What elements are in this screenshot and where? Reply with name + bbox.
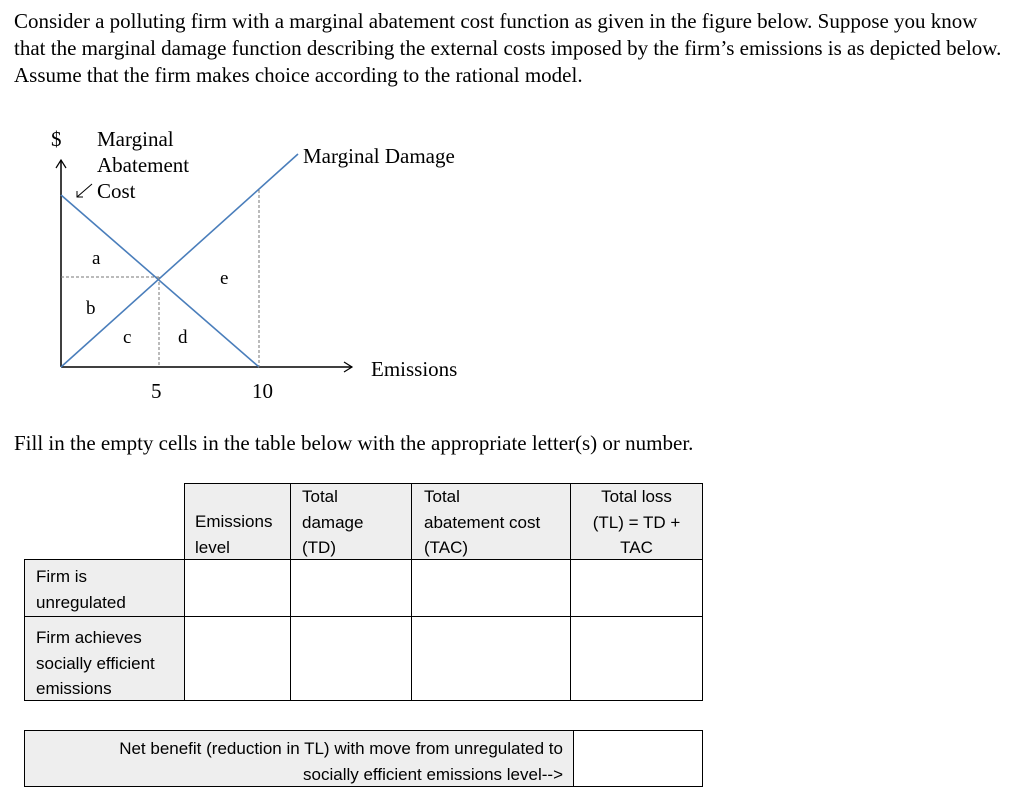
header-line: Total: [302, 487, 338, 506]
header-total-abatement-cost: [411, 483, 571, 560]
row-label-line: Firm is: [36, 567, 87, 586]
x-tick-5: 5: [151, 379, 162, 403]
cell-efficient-tl[interactable]: [570, 616, 703, 701]
header-line: level: [195, 537, 230, 557]
header-line: TAC: [620, 538, 653, 557]
header-line: damage: [302, 512, 364, 532]
row-label-line: Firm achieves: [36, 628, 142, 647]
region-label-c: c: [123, 327, 132, 348]
mac-pointer-arrow: [77, 184, 92, 197]
row-label-unregulated: [24, 559, 185, 617]
row-label-line: unregulated: [36, 592, 126, 612]
cell-unregulated-emissions[interactable]: [184, 559, 291, 617]
header-line: Emissions: [195, 512, 273, 531]
row-label-socially-efficient: [24, 616, 185, 701]
header-line: (TD): [302, 538, 336, 557]
header-total-loss: [570, 483, 703, 560]
header-line: abatement cost: [424, 512, 541, 532]
table-instructions: Fill in the empty cells in the table below with the appropriate letter(s) or number.: [14, 431, 694, 455]
net-benefit-line: Net benefit (reduction in TL) with move from unregulated to: [119, 739, 563, 758]
header-line: Total loss: [601, 487, 672, 506]
x-tick-10: 10: [252, 379, 273, 403]
cell-unregulated-tac[interactable]: [411, 559, 571, 617]
net-benefit-label: [24, 730, 574, 787]
cell-efficient-td[interactable]: [290, 616, 412, 701]
region-label-d: d: [178, 327, 188, 348]
header-line: Total: [424, 487, 460, 506]
row-label-line: socially efficient: [36, 653, 155, 673]
region-label-b: b: [86, 298, 96, 319]
cell-efficient-tac[interactable]: [411, 616, 571, 701]
problem-intro: Consider a polluting firm with a marginal abatement cost function as given in the figure below. Suppose you know that the marginal damage function describing the external costs imposed by the firm’s emissions is as depicted below. Assume that the firm makes choice according to the rational model.: [14, 9, 1002, 87]
mac-label-line-2: Abatement: [97, 153, 190, 177]
net-benefit-line: socially efficient emissions level-->: [303, 764, 563, 784]
x-axis-label: Emissions: [371, 357, 458, 381]
cell-unregulated-td[interactable]: [290, 559, 412, 617]
header-emissions-level: [184, 483, 291, 560]
cell-unregulated-tl[interactable]: [570, 559, 703, 617]
header-line: (TL) = TD +: [592, 512, 681, 532]
net-benefit-value-cell[interactable]: [573, 730, 703, 787]
mac-label-line-3: Cost: [97, 179, 136, 203]
region-label-e: e: [220, 268, 229, 289]
header-total-damage: [290, 483, 412, 560]
mac-label-line-1: Marginal: [97, 127, 174, 151]
cell-efficient-emissions[interactable]: [184, 616, 291, 701]
y-axis-label: $: [51, 127, 62, 151]
row-label-line: emissions: [36, 679, 112, 698]
region-label-a: a: [92, 248, 101, 269]
md-label: Marginal Damage: [303, 144, 455, 168]
header-line: (TAC): [424, 538, 469, 557]
